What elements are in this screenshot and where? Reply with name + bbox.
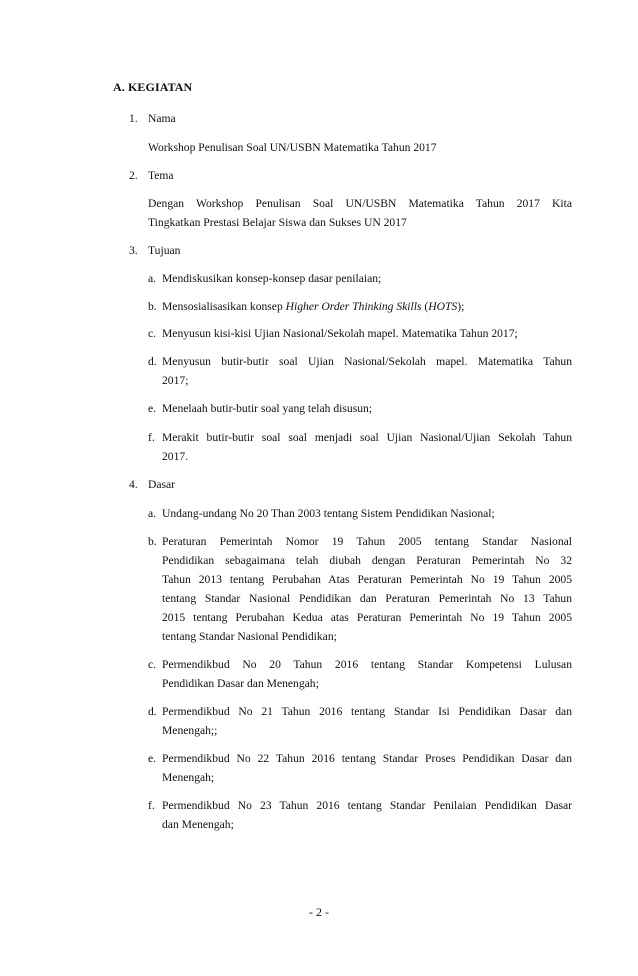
tujuan-b-mid: ( bbox=[421, 300, 429, 313]
item-title-tujuan: Tujuan bbox=[148, 244, 181, 257]
dasar-c-line-2: Pendidikan Dasar dan Menengah; bbox=[162, 677, 319, 690]
dasar-d-line-2: Menengah;; bbox=[162, 724, 218, 737]
dasar-b-label: b. bbox=[148, 535, 157, 548]
tujuan-f-label: f. bbox=[148, 431, 155, 444]
item-number-dasar: 4. bbox=[129, 478, 138, 491]
item-number-tema: 2. bbox=[129, 169, 138, 182]
item-number-tujuan: 3. bbox=[129, 244, 138, 257]
dasar-b-line-2: Pendidikan sebagaimana telah diubah dengan Peraturan Pemerintah No 32 bbox=[162, 554, 572, 567]
dasar-e-label: e. bbox=[148, 752, 157, 765]
tujuan-a-text: Mendiskusikan konsep-konsep dasar penilaian; bbox=[162, 272, 382, 285]
item-title-nama: Nama bbox=[148, 112, 176, 125]
item-title-dasar: Dasar bbox=[148, 478, 176, 491]
item-number-nama: 1. bbox=[129, 112, 138, 125]
dasar-a-label: a. bbox=[148, 507, 157, 520]
dasar-f-line-1: Permendikbud No 23 Tahun 2016 tentang Standar Penilaian Pendidikan Dasar bbox=[162, 799, 572, 812]
tujuan-b-label: b. bbox=[148, 300, 157, 313]
tujuan-f-line-2: 2017. bbox=[162, 450, 189, 463]
nama-text: Workshop Penulisan Soal UN/USBN Matematika Tahun 2017 bbox=[148, 141, 437, 154]
section-heading: A. KEGIATAN bbox=[113, 80, 193, 94]
dasar-d-line-1: Permendikbud No 21 Tahun 2016 tentang Standar Isi Pendidikan Dasar dan bbox=[162, 705, 572, 718]
tujuan-d-line-1: Menyusun butir-butir soal Ujian Nasional/Sekolah mapel. Matematika Tahun bbox=[162, 355, 572, 368]
dasar-a-text: Undang-undang No 20 Than 2003 tentang Sistem Pendidikan Nasional; bbox=[162, 507, 495, 520]
tujuan-c-text: Menyusun kisi-kisi Ujian Nasional/Sekolah mapel. Matematika Tahun 2017; bbox=[162, 327, 518, 340]
tema-line-2: Tingkatkan Prestasi Belajar Siswa dan Sukses UN 2017 bbox=[148, 216, 407, 229]
dasar-c-label: c. bbox=[148, 658, 157, 671]
tema-line-1: Dengan Workshop Penulisan Soal UN/USBN Matematika Tahun 2017 Kita bbox=[148, 197, 572, 210]
tujuan-d-label: d. bbox=[148, 355, 157, 368]
tujuan-b-pre: Mensosialisasikan konsep bbox=[162, 300, 286, 313]
tujuan-f-line-1: Merakit butir-butir soal soal menjadi soal Ujian Nasional/Ujian Sekolah Tahun bbox=[162, 431, 572, 444]
dasar-c-line-1: Permendikbud No 20 Tahun 2016 tentang Standar Kompetensi Lulusan bbox=[162, 658, 572, 671]
tujuan-b-italic-2: HOTS bbox=[428, 300, 458, 313]
dasar-b-line-5: 2015 tentang Perubahan Kedua atas Peraturan Pemerintah No 19 Tahun 2005 bbox=[162, 611, 572, 624]
tujuan-e-label: e. bbox=[148, 402, 157, 415]
item-title-tema: Tema bbox=[148, 169, 174, 182]
dasar-b-line-1: Peraturan Pemerintah Nomor 19 Tahun 2005 tentang Standar Nasional bbox=[162, 535, 572, 548]
dasar-b-line-4: tentang Standar Nasional Pendidikan dan Peraturan Pemerintah No 13 Tahun bbox=[162, 592, 572, 605]
tujuan-c-label: c. bbox=[148, 327, 157, 340]
tujuan-a-label: a. bbox=[148, 272, 157, 285]
page-number: - 2 - bbox=[309, 905, 329, 919]
tujuan-d-line-2: 2017; bbox=[162, 374, 189, 387]
dasar-f-line-2: dan Menengah; bbox=[162, 818, 234, 831]
dasar-e-line-1: Permendikbud No 22 Tahun 2016 tentang Standar Proses Pendidikan Dasar dan bbox=[162, 752, 572, 765]
tujuan-b-text bbox=[162, 300, 464, 314]
dasar-b-line-3: Tahun 2013 tentang Perubahan Atas Peraturan Pemerintah No 19 Tahun 2005 bbox=[162, 573, 572, 586]
dasar-f-label: f. bbox=[148, 799, 155, 812]
dasar-b-line-6: tentang Standar Nasional Pendidikan; bbox=[162, 630, 337, 643]
tujuan-b-post: ); bbox=[457, 300, 465, 313]
tujuan-e-text: Menelaah butir-butir soal yang telah disusun; bbox=[162, 402, 373, 415]
tujuan-b-italic: Higher Order Thinking Skills bbox=[285, 300, 422, 313]
dasar-d-label: d. bbox=[148, 705, 157, 718]
dasar-e-line-2: Menengah; bbox=[162, 771, 215, 784]
